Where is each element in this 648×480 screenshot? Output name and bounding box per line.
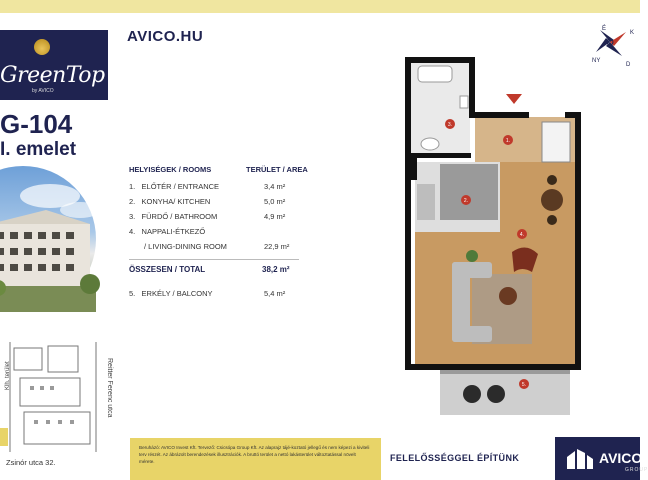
building-photo	[0, 166, 96, 312]
sun-icon	[34, 39, 50, 55]
compass-w: NY	[592, 58, 601, 64]
room-name: KONYHA/ KITCHEN	[141, 197, 211, 206]
room-row-entrance	[129, 182, 219, 191]
unit-floor: I. emelet	[0, 139, 77, 160]
area-column-header: TERÜLET / AREA	[246, 165, 308, 174]
greentop-logo	[0, 30, 108, 100]
slogan: FELELŐSSÉGGEL ÉPÍTÜNK	[390, 453, 520, 463]
avico-group-logo	[555, 437, 648, 480]
building-icon	[565, 447, 595, 471]
room-row-bathroom	[129, 212, 217, 221]
floor-plan	[400, 52, 585, 417]
rooms-column-header: HELYISÉGEK / ROOMS	[129, 165, 212, 174]
room-badge-5: 5.	[521, 382, 527, 388]
room-row-balcony	[129, 289, 213, 298]
room-area: 5,4 m²	[264, 289, 286, 298]
room-row-living-en	[144, 242, 227, 251]
compass-rose	[588, 22, 638, 68]
street-label-right: Reitter Ferenc utca	[106, 358, 113, 418]
compass-n: É	[602, 26, 607, 32]
site-plan-map	[0, 342, 116, 452]
room-row-kitchen	[129, 197, 210, 206]
room-row-living	[129, 227, 205, 236]
room-name: / LIVING-DINING ROOM	[144, 242, 227, 251]
brand-sub: GROUP	[625, 467, 648, 473]
unit-code: G-104	[0, 109, 73, 139]
room-badge-1: 1.	[505, 138, 511, 144]
room-name: ELŐTÉR / ENTRANCE	[141, 182, 220, 191]
site-url[interactable]: AVICO.HU	[127, 28, 204, 45]
total-area: 38,2 m²	[262, 265, 290, 274]
room-area: 5,0 m²	[264, 197, 286, 206]
total-label: ÖSSZESEN / TOTAL	[129, 265, 206, 274]
room-area: 4,9 m²	[264, 212, 286, 221]
room-name: ERKÉLY / BALCONY	[141, 289, 213, 298]
room-number: 4.	[129, 227, 136, 236]
room-number: 3.	[129, 212, 136, 221]
disclaimer-box: Beruházó: AVICO Invest Kft. Tervező: Csicsópa Group Kft. Az alaprajz tájé-koztató jellegű és nem képezi a kiviteli terv részét. Az ábrázolt berendezések illusztrációk. A bruttó terület a nettó lakásterület változtatással növelt mérete.	[130, 438, 381, 480]
street-label-left: Klh. terület	[5, 361, 11, 390]
room-area: 22,9 m²	[264, 242, 290, 251]
room-name: NAPPALI-ÉTKEZŐ	[141, 227, 206, 236]
compass-s: D	[626, 62, 631, 68]
room-badge-4: 4.	[519, 232, 525, 238]
table-divider	[129, 259, 299, 260]
brand-name: AVICO	[599, 450, 643, 466]
room-number: 2.	[129, 197, 136, 206]
room-number: 1.	[129, 182, 136, 191]
room-badge-3: 3.	[447, 122, 453, 128]
room-name: FÜRDŐ / BATHROOM	[141, 212, 218, 221]
logo-subtitle: by AVICO	[32, 88, 54, 94]
room-number: 5.	[129, 289, 136, 298]
compass-e: K	[630, 30, 635, 36]
room-badge-2: 2.	[463, 198, 469, 204]
logo-wordmark: GreenTop	[0, 63, 105, 88]
street-label-bottom: Zsinór utca 32.	[6, 458, 56, 467]
top-accent-bar	[0, 0, 640, 13]
room-area: 3,4 m²	[264, 182, 286, 191]
